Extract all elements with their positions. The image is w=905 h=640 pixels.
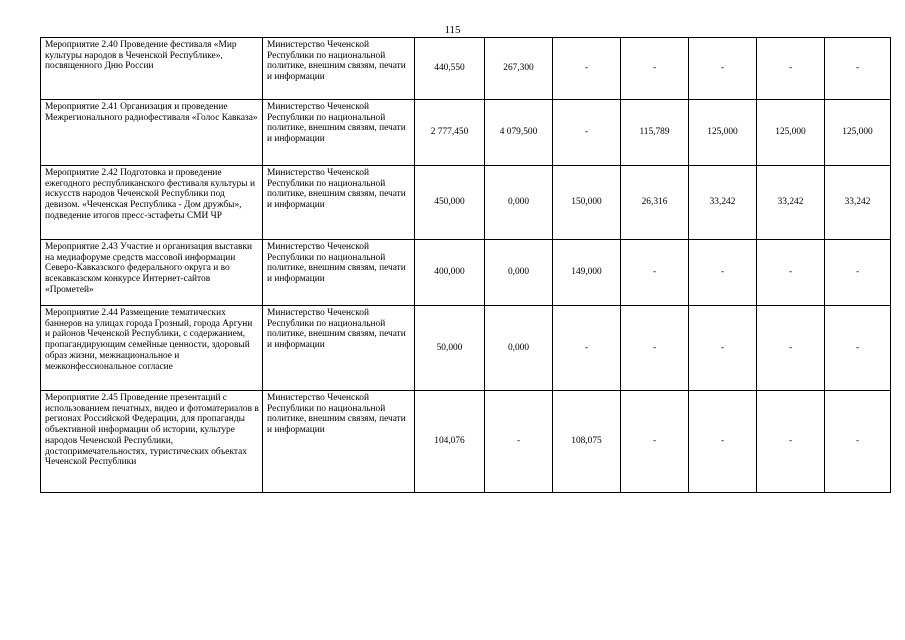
table-row	[41, 38, 891, 100]
value-cell: 440,550	[415, 38, 485, 100]
table-row	[41, 306, 891, 391]
value-cell: -	[621, 240, 689, 306]
executor-cell: Министерство Чеченской Республики по национальной политике, внешним связям, печати и информации	[263, 38, 415, 100]
event-cell: Мероприятие 2.43 Участие и организация выставки на медиафоруме средств массовой информации Северо-Кавказского федерального округа и во всекавказском конкурсе Интернет-сайтов «Прометей»	[41, 240, 263, 306]
value-cell: -	[825, 306, 891, 391]
table-row	[41, 240, 891, 306]
value-cell: -	[553, 100, 621, 166]
page-number: 115	[444, 24, 461, 36]
value-cell: -	[689, 391, 757, 493]
table-row	[41, 391, 891, 493]
value-cell: 2 777,450	[415, 100, 485, 166]
value-cell: -	[757, 240, 825, 306]
value-cell: -	[689, 38, 757, 100]
value-cell: 50,000	[415, 306, 485, 391]
value-cell: 400,000	[415, 240, 485, 306]
executor-cell: Министерство Чеченской Республики по национальной политике, внешним связям, печати и информации	[263, 240, 415, 306]
executor-cell: Министерство Чеченской Республики по национальной политике, внешним связям, печати и информации	[263, 306, 415, 391]
value-cell: 149,000	[553, 240, 621, 306]
value-cell: -	[825, 391, 891, 493]
budget-table	[40, 37, 891, 493]
value-cell: 125,000	[689, 100, 757, 166]
value-cell: 104,076	[415, 391, 485, 493]
value-cell: -	[757, 391, 825, 493]
value-cell: -	[689, 306, 757, 391]
value-cell: 125,000	[825, 100, 891, 166]
value-cell: -	[825, 240, 891, 306]
value-cell: 26,316	[621, 166, 689, 240]
value-cell: -	[485, 391, 553, 493]
table-row	[41, 166, 891, 240]
event-cell: Мероприятие 2.42 Подготовка и проведение ежегодного республиканского фестиваля культуры и искусств народов Чеченской Республики под девизом. «Чеченская Республика - Дом дружбы», подведение итогов пресс-эстафеты СМИ ЧР	[41, 166, 263, 240]
executor-cell: Министерство Чеченской Республики по национальной политике, внешним связям, печати и информации	[263, 166, 415, 240]
value-cell: 4 079,500	[485, 100, 553, 166]
value-cell: -	[689, 240, 757, 306]
value-cell: 150,000	[553, 166, 621, 240]
value-cell: -	[621, 306, 689, 391]
value-cell: -	[825, 38, 891, 100]
executor-cell: Министерство Чеченской Республики по национальной политике, внешним связям, печати и информации	[263, 100, 415, 166]
value-cell: 33,242	[825, 166, 891, 240]
event-cell: Мероприятие 2.45 Проведение презентаций с использованием печатных, видео и фотоматериалов в регионах Российской Федерации, для пропаганды объективной информации об истории, культуре народов Чеченской Республики, достопримечательностях, туристических объектах Чеченской Республики	[41, 391, 263, 493]
event-cell: Мероприятие 2.40 Проведение фестиваля «Мир культуры народов в Чеченской Республике», посвященного Дню России	[41, 38, 263, 100]
executor-cell: Министерство Чеченской Республики по национальной политике, внешним связям, печати и информации	[263, 391, 415, 493]
value-cell: 0,000	[485, 306, 553, 391]
value-cell: -	[553, 306, 621, 391]
table-row	[41, 100, 891, 166]
value-cell: 0,000	[485, 166, 553, 240]
event-cell: Мероприятие 2.44 Размещение тематических баннеров на улицах города Грозный, города Аргуни и районов Чеченской Республики, с содержанием, пропагандирующим семейные ценности, здоровый образ жизни, межнациональное и межконфессиональное согласие	[41, 306, 263, 391]
value-cell: 450,000	[415, 166, 485, 240]
value-cell: 115,789	[621, 100, 689, 166]
value-cell: -	[621, 391, 689, 493]
event-cell: Мероприятие 2.41 Организация и проведение Межрегионального радиофестиваля «Голос Кавказа»	[41, 100, 263, 166]
value-cell: -	[757, 38, 825, 100]
value-cell: 125,000	[757, 100, 825, 166]
value-cell: 33,242	[689, 166, 757, 240]
value-cell: 0,000	[485, 240, 553, 306]
value-cell: 33,242	[757, 166, 825, 240]
value-cell: -	[621, 38, 689, 100]
value-cell: 267,300	[485, 38, 553, 100]
value-cell: 108,075	[553, 391, 621, 493]
value-cell: -	[553, 38, 621, 100]
value-cell: -	[757, 306, 825, 391]
